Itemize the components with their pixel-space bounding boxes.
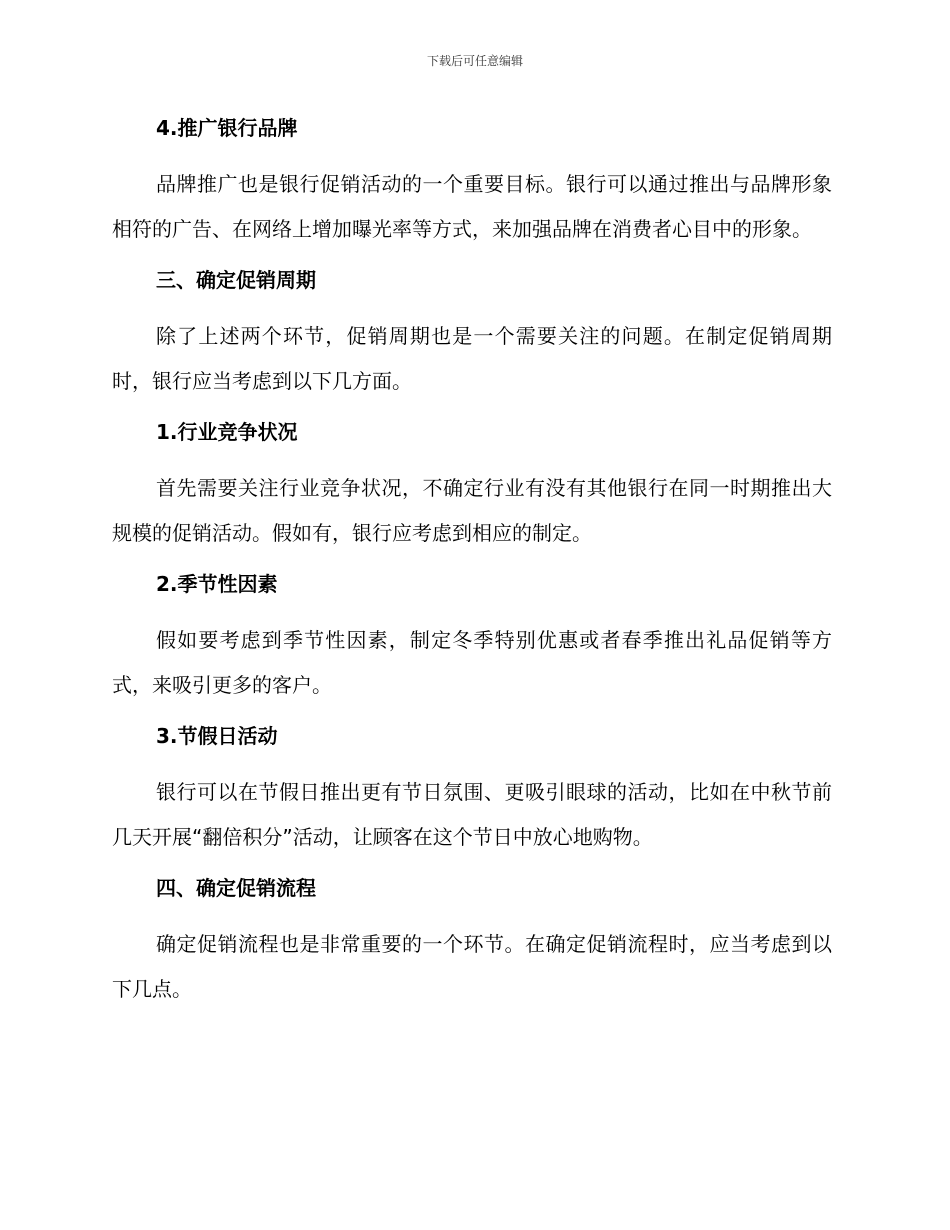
document-body: [112, 112, 832, 1024]
paragraph-holiday-activities: 银行可以在节假日推出更有节日氛围、更吸引眼球的活动，比如在中秋节前几天开展“翻倍积分”活动，让顾客在这个节日中放心地购物。: [112, 780, 832, 849]
paragraph-industry-competition: 首先需要关注行业竞争状况，不确定行业有没有其他银行在同一时期推出大规模的促销活动。假如有，银行应考虑到相应的制定。: [112, 476, 832, 545]
section-heading-brand-promotion: 4.推广银行品牌: [156, 116, 298, 140]
section-heading-industry-competition: 1.行业竞争状况: [156, 420, 298, 444]
paragraph-seasonal-factors: 假如要考虑到季节性因素，制定冬季特别优惠或者春季推出礼品促销等方式，来吸引更多的客户。: [112, 628, 832, 697]
section-heading-promotion-process: 四、确定促销流程: [156, 876, 316, 900]
header-note: 下载后可任意编辑: [426, 54, 523, 68]
section-heading-promotion-cycle: 三、确定促销周期: [156, 268, 316, 292]
section-heading-seasonal-factors: 2.季节性因素: [156, 572, 278, 596]
paragraph-promotion-process: 确定促销流程也是非常重要的一个环节。在确定促销流程时，应当考虑到以下几点。: [112, 932, 832, 1001]
paragraph-brand-promotion: 品牌推广也是银行促销活动的一个重要目标。银行可以通过推出与品牌形象相符的广告、在网络上增加曝光率等方式，来加强品牌在消费者心目中的形象。: [112, 172, 832, 241]
section-heading-holiday-activities: 3.节假日活动: [156, 724, 278, 748]
paragraph-promotion-cycle: 除了上述两个环节，促销周期也是一个需要关注的问题。在制定促销周期时，银行应当考虑到以下几方面。: [112, 324, 832, 393]
